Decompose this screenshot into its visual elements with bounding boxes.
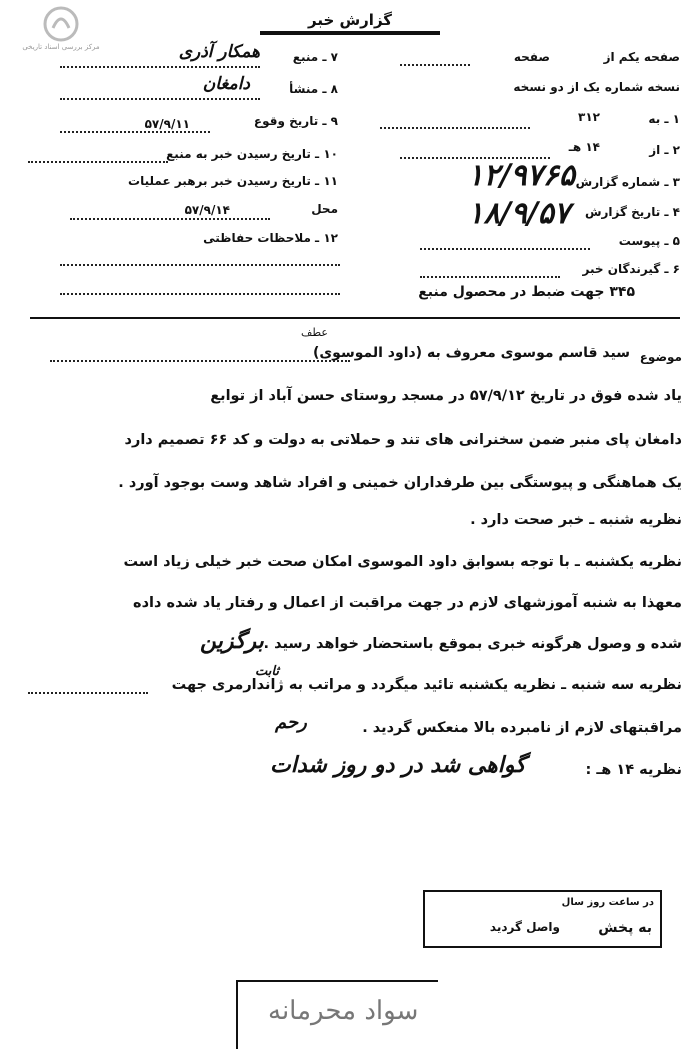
handwritten-note: ثابت — [255, 664, 279, 679]
body-line: نظریه یکشنبه ـ با توجه بسوابق داود الموسوی امکان صحت خبر خیلی زیاد است — [123, 554, 682, 570]
field-source-value: همکار آذری — [178, 42, 260, 62]
field-to-value: ۳۱۲ — [578, 110, 600, 124]
dotted-line — [28, 161, 168, 163]
dotted-line — [50, 360, 350, 362]
body-line: مراقبتهای لازم از نامبرده بالا منعکس گردید . — [362, 720, 682, 736]
receipt-stamp — [423, 890, 662, 948]
dotted-line — [60, 131, 210, 133]
dotted-line — [400, 64, 470, 66]
field-report-date: ۴ ـ تاریخ گزارش — [584, 205, 680, 219]
field-event-date-value: ۵۷/۹/۱۱ — [144, 117, 190, 131]
field-attachment: ۵ ـ پیوست — [618, 234, 680, 248]
subject-correction: عطف — [301, 326, 328, 339]
field-page-value: صفحه — [513, 50, 550, 64]
dotted-line — [60, 293, 340, 295]
subject-value: سید قاسم موسوی معروف به (داود الموسوی) — [312, 345, 630, 361]
archive-logo — [14, 6, 108, 52]
body-line: معهذا به شنبه آموزشهای لازم در جهت مراقبت از اعمال و رفتار یاد شده داده — [133, 595, 682, 611]
field-origin: ۸ ـ منشأ — [289, 82, 338, 96]
dotted-line — [420, 248, 590, 250]
dotted-line — [60, 98, 260, 100]
dotted-line — [60, 264, 340, 266]
field-copy-number-value: یک از دو نسخه — [513, 80, 600, 94]
body-line: شده و وصول هرگونه خبری بموقع باستحضار خواهد رسید . — [263, 636, 682, 652]
body-line: نظریه ۱۴ هـ : — [585, 762, 682, 778]
field-event-date: ۹ ـ تاریخ وقوع — [253, 114, 338, 128]
handwritten-closing-note: گواهی شد در دو روز شدات — [270, 752, 526, 778]
field-page: صفحه یکم از — [603, 50, 680, 64]
title-underline — [260, 31, 440, 35]
field-received-leader: ۱۱ ـ تاریخ رسیدن خبر برهبر عملیات — [128, 174, 338, 188]
body-line: یک هماهنگی و پیوستگی بین طرفداران خمینی و افراد شاهد وست بوجود آورد . — [118, 475, 682, 491]
title-text: گزارش خبر — [307, 11, 393, 29]
field-received-source: ۱۰ ـ تاریخ رسیدن خبر به منبع — [166, 147, 338, 161]
dotted-line — [70, 218, 270, 220]
field-source: ۷ ـ منبع — [292, 50, 338, 64]
distribution-note: ۳۴۵ جهت ضبط در محصول منبع — [418, 284, 635, 300]
field-to: ۱ ـ به — [648, 112, 680, 126]
archive-stamp-text: سواد محرمانه — [268, 996, 419, 1026]
subject-label: موضوع — [639, 350, 682, 364]
field-report-number: ۳ ـ شماره گزارش — [575, 175, 680, 189]
body-line: یاد شده فوق در تاریخ ۵۷/۹/۱۲ در مسجد روستای حسن آباد از توابع — [210, 388, 682, 404]
handwritten-signature: برگزین — [200, 628, 264, 654]
archive-seal-icon — [43, 6, 79, 42]
receipt-stamp-line2: واصل گردید — [489, 920, 560, 934]
field-report-date-value: ۱۸/۹/۵۷ — [467, 196, 570, 231]
field-from-value: ۱۴ هـ — [568, 140, 600, 154]
receipt-stamp-department: به پخش — [598, 920, 652, 936]
dotted-line — [420, 276, 560, 278]
page-title — [260, 10, 440, 35]
body-line: نظریه سه شنبه ـ نظریه یکشنبه تائید میگردد و مراتب به ژاندارمری جهت — [171, 677, 682, 693]
field-report-number-value: ۱۲/۹۷۶۵ — [467, 158, 575, 193]
body-line: دامغان پای منبر ضمن سخنرانی های تند و حملاتی به دولت و کد ۶۶ تصمیم دارد — [124, 432, 682, 448]
receipt-stamp-line1: در ساعت روز سال — [561, 897, 654, 908]
dotted-line — [60, 66, 260, 68]
field-recipients: ۶ ـ گیرندگان خبر — [582, 262, 680, 276]
dotted-line — [28, 692, 148, 694]
archive-stamp — [236, 980, 438, 1049]
field-from: ۲ ـ از — [649, 143, 680, 157]
field-security-notes: ۱۲ ـ ملاحظات حفاظتی — [203, 231, 338, 245]
handwritten-initials: رحم — [275, 712, 307, 733]
header-divider — [30, 317, 680, 319]
field-copy-number: نسخه شماره — [604, 80, 680, 94]
body-line: نظریه شنبه ـ خبر صحت دارد . — [470, 512, 682, 528]
field-origin-value: دامغان — [202, 74, 250, 94]
field-location-value: ۵۷/۹/۱۴ — [184, 203, 230, 217]
dotted-line — [380, 127, 530, 129]
field-location: محل — [311, 202, 338, 216]
archive-caption: مرکز بررسی اسناد تاریخی — [22, 43, 100, 51]
